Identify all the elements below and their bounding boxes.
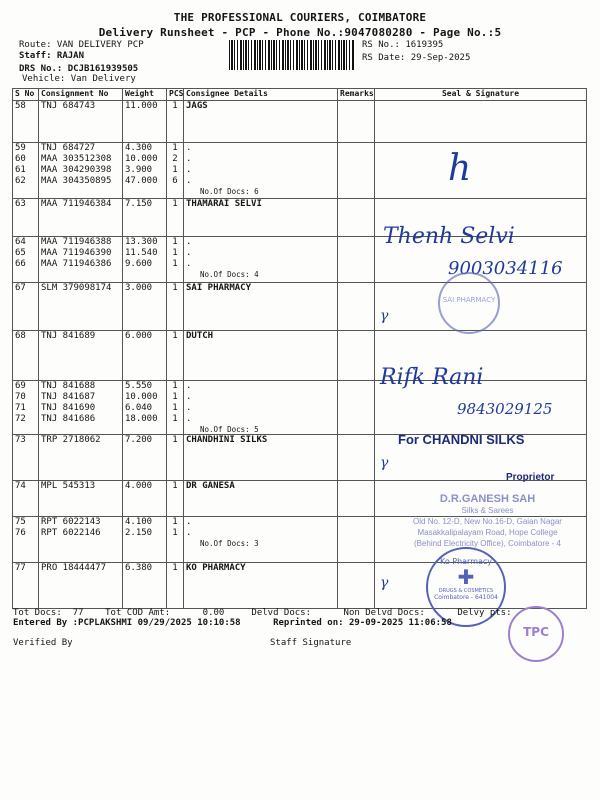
pcs: 1: [172, 528, 178, 538]
footer-entered: Entered By :PCPLAKSHMI 09/29/2025 10:10:58 Reprinted on: 29-09-2025 11:06:58: [13, 618, 452, 628]
consignment-no: MAA 303512308: [41, 154, 112, 164]
docs-count: No.Of Docs: 4: [200, 270, 259, 279]
weight: 11.540: [125, 248, 158, 258]
pcs: 1: [172, 165, 178, 175]
consignee: KO PHARMACY: [186, 563, 246, 573]
serial-no: 74: [15, 481, 26, 491]
consignment-no: RPT 6022143: [41, 517, 101, 527]
weight: 10.000: [125, 154, 158, 164]
serial-no: 61: [15, 165, 26, 175]
consignment-no: TNJ 684727: [41, 143, 96, 153]
docs-count: No.Of Docs: 6: [200, 187, 259, 196]
barcode: [229, 40, 355, 70]
consignee: THAMARAI SELVI: [186, 199, 262, 209]
vehicle-label: Vehicle: Van Delivery: [22, 74, 136, 84]
serial-no: 69: [15, 381, 26, 391]
tick-mark-2: γ: [380, 455, 389, 471]
consignment-no: MAA 304290398: [41, 165, 112, 175]
consignee: .: [186, 154, 192, 164]
consignment-no: MAA 304350895: [41, 176, 112, 186]
serial-no: 75: [15, 517, 26, 527]
consignment-block: [13, 143, 587, 199]
weight: 3.900: [125, 165, 153, 175]
rs-number: RS No.: 1619395: [362, 40, 444, 50]
weight: 13.300: [125, 237, 158, 247]
consignee: .: [186, 259, 192, 269]
pcs: 2: [172, 154, 178, 164]
serial-no: 68: [15, 331, 26, 341]
consignment-no: TRP 2718062: [41, 435, 101, 445]
consignment-no: TNJ 841686: [41, 414, 96, 424]
consignment-block: [13, 331, 587, 381]
proprietor-label: Proprietor: [506, 472, 555, 483]
verified-by: Verified By: [13, 638, 73, 648]
weight: 18.000: [125, 414, 158, 424]
consignee: DR GANESA: [186, 481, 235, 491]
pcs: 1: [172, 199, 178, 209]
consignment-no: RPT 6022146: [41, 528, 101, 538]
consignment-no: TNJ 684743: [41, 101, 96, 111]
serial-no: 66: [15, 259, 26, 269]
consignee: .: [186, 517, 192, 527]
weight: 11.000: [125, 101, 158, 111]
pcs: 1: [172, 248, 178, 258]
consignment-no: MAA 711946384: [41, 199, 112, 209]
consignee: .: [186, 528, 192, 538]
company-title: THE PROFESSIONAL COURIERS, COIMBATORE: [173, 11, 427, 24]
serial-no: 77: [15, 563, 26, 573]
runsheet-title: Delivery Runsheet - PCP - Phone No.:9047080280 - Page No.:5: [98, 26, 502, 39]
weight: 5.550: [125, 381, 153, 391]
weight: 6.040: [125, 403, 153, 413]
serial-no: 60: [15, 154, 26, 164]
sai-pharmacy-stamp: SAI PHARMACY: [438, 272, 500, 334]
signature-1: h: [448, 148, 472, 189]
signature-thamarai: Thenh Selvi: [383, 224, 515, 249]
route-label: Route: VAN DELIVERY PCP: [19, 40, 144, 50]
weight: 7.150: [125, 199, 153, 209]
consignee: DUTCH: [186, 331, 214, 341]
weight: 4.300: [125, 143, 153, 153]
consignment-no: TNJ 841690: [41, 403, 96, 413]
pcs: 1: [172, 101, 178, 111]
consignee: .: [186, 248, 192, 258]
col-remarks: Remarks: [338, 89, 375, 101]
consignment-no: MAA 711946388: [41, 237, 112, 247]
weight: 3.000: [125, 283, 153, 293]
consignment-block: [13, 283, 587, 331]
ganesh-stamp: D.R.GANESH SAH Silks & Sarees Old No. 12-D, New No.16-D, Gaian Nagar Masakkalipalayam Road, Hope College (Behind Electricity Office), Coimbatore - 4: [413, 493, 562, 548]
weight: 6.000: [125, 331, 153, 341]
pcs: 1: [172, 381, 178, 391]
serial-no: 62: [15, 176, 26, 186]
pcs: 1: [172, 435, 178, 445]
footer-totals: Tot Docs: 77 Tot COD Amt: 0.00 Delvd Docs: Non Delvd Docs: Delvy pts:: [13, 608, 512, 618]
serial-no: 67: [15, 283, 26, 293]
tick-mark: γ: [380, 308, 389, 324]
pcs: 1: [172, 237, 178, 247]
serial-no: 73: [15, 435, 26, 445]
col-seal: Seal & Signature: [375, 89, 587, 101]
cross-icon: ✚: [457, 565, 475, 589]
pcs: 1: [172, 259, 178, 269]
pcs: 1: [172, 414, 178, 424]
serial-no: 63: [15, 199, 26, 209]
consignment-no: SLM 379098174: [41, 283, 112, 293]
weight: 4.100: [125, 517, 153, 527]
weight: 6.380: [125, 563, 153, 573]
serial-no: 72: [15, 414, 26, 424]
consignee: SAI PHARMACY: [186, 283, 252, 293]
weight: 4.000: [125, 481, 153, 491]
chandni-stamp: For CHANDNI SILKS: [398, 432, 525, 447]
consignee: .: [186, 403, 192, 413]
serial-no: 59: [15, 143, 26, 153]
pcs: 1: [172, 331, 178, 341]
pcs: 1: [172, 143, 178, 153]
consignee: .: [186, 143, 192, 153]
consignment-no: PRO 18444477: [41, 563, 107, 573]
consignee: .: [186, 237, 192, 247]
consignee: .: [186, 176, 192, 186]
ko-pharmacy-stamp: Ko Pharmacy ✚ DRUGS & COSMETICS Coimbatore - 641004: [426, 547, 506, 627]
weight: 7.200: [125, 435, 153, 445]
weight: 9.600: [125, 259, 153, 269]
consignee: .: [186, 381, 192, 391]
col-consignee: Consignee Details: [184, 89, 338, 101]
weight: 47.000: [125, 176, 158, 186]
weight: 10.000: [125, 392, 158, 402]
consignee: .: [186, 392, 192, 402]
pcs: 6: [172, 176, 178, 186]
serial-no: 64: [15, 237, 26, 247]
tpc-stamp: TPC: [508, 606, 564, 662]
consignee: .: [186, 165, 192, 175]
consignment-no: MPL 545313: [41, 481, 96, 491]
consignment-block: [13, 101, 587, 143]
staff-label: Staff: RAJAN: [19, 51, 85, 61]
phone-handwritten-1: 9003034116: [448, 258, 563, 279]
signature-dutch: Rifk Rani: [380, 365, 484, 390]
pcs: 1: [172, 481, 178, 491]
col-sno: S No: [13, 89, 39, 101]
consignment-no: MAA 711946386: [41, 259, 112, 269]
rs-date: RS Date: 29-Sep-2025: [362, 53, 471, 63]
consignment-no: TNJ 841688: [41, 381, 96, 391]
col-weight: Weight: [123, 89, 167, 101]
consignee: JAGS: [186, 101, 208, 111]
col-consignment: Consignment No: [39, 89, 123, 101]
docs-count: No.Of Docs: 3: [200, 539, 259, 548]
pcs: 1: [172, 563, 178, 573]
col-pcs: PCS: [167, 89, 184, 101]
serial-no: 58: [15, 101, 26, 111]
weight: 2.150: [125, 528, 153, 538]
drs-label: DRS No.: DCJB161939505: [19, 64, 139, 74]
serial-no: 76: [15, 528, 26, 538]
consignee: .: [186, 414, 192, 424]
staff-signature: Staff Signature: [270, 638, 352, 648]
serial-no: 71: [15, 403, 26, 413]
serial-no: 70: [15, 392, 26, 402]
tick-mark-3: γ: [380, 575, 389, 591]
pcs: 1: [172, 403, 178, 413]
pcs: 1: [172, 517, 178, 527]
consignment-no: TNJ 841687: [41, 392, 96, 402]
consignment-no: TNJ 841689: [41, 331, 96, 341]
pcs: 1: [172, 283, 178, 293]
pcs: 1: [172, 392, 178, 402]
docs-count: No.Of Docs: 5: [200, 425, 259, 434]
serial-no: 65: [15, 248, 26, 258]
phone-handwritten-2: 9843029125: [457, 400, 553, 418]
consignee: CHANDHINI SILKS: [186, 435, 268, 445]
consignment-no: MAA 711946390: [41, 248, 112, 258]
